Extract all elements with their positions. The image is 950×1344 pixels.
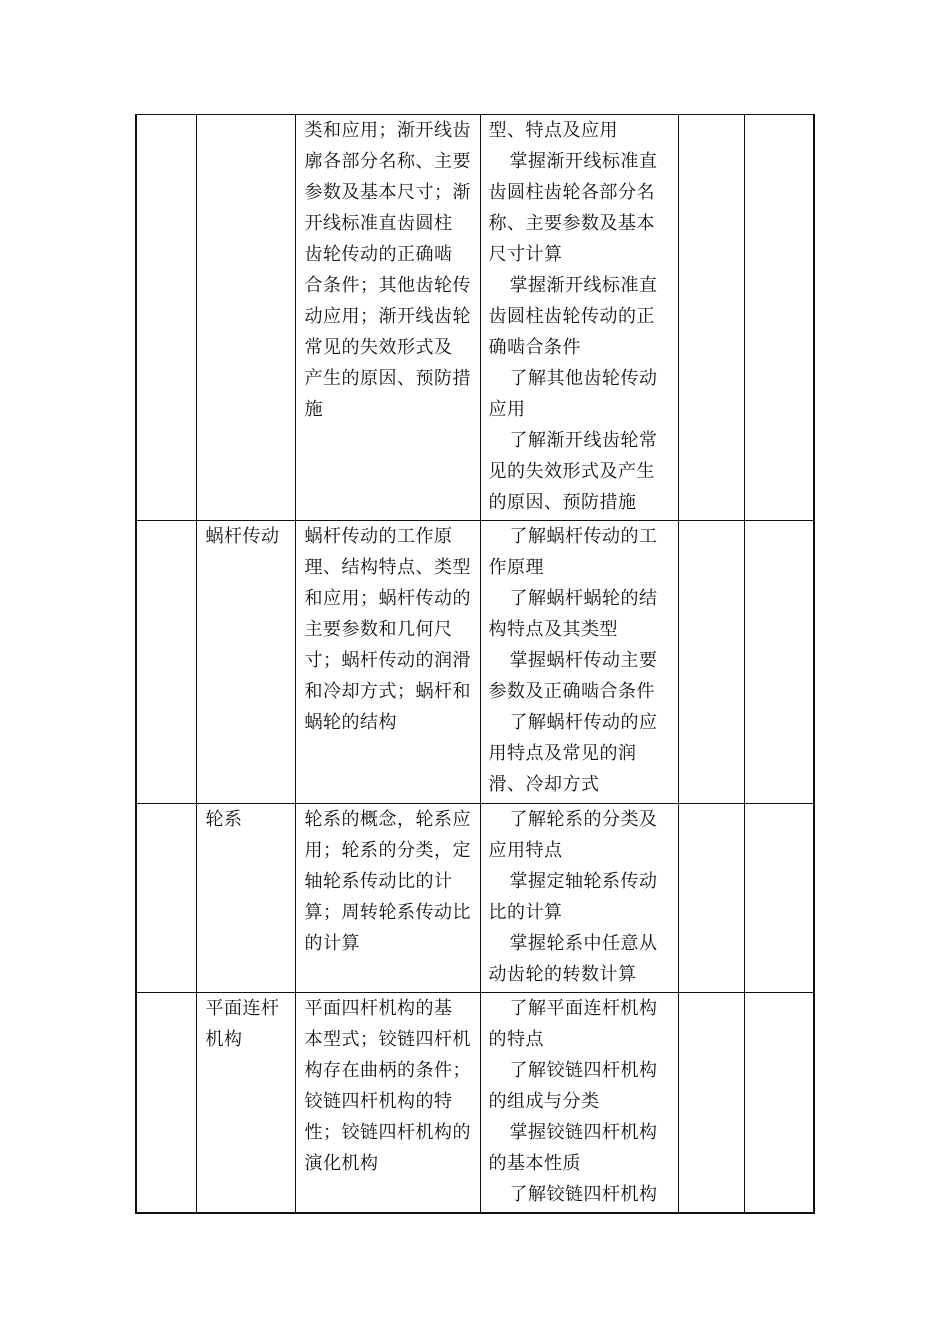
topic-cell <box>196 993 295 1214</box>
content-line: 主要参数和几何尺 <box>304 619 453 640</box>
hours-cell <box>678 804 744 993</box>
index-cell <box>136 993 196 1214</box>
topic-line: 轮系 <box>205 809 243 830</box>
hours-cell <box>678 993 744 1214</box>
content-line: 类和应用；渐开线齿 <box>304 120 471 141</box>
objective-line: 应用 <box>488 399 526 420</box>
content-line: 廓各部分名称、主要 <box>304 151 471 172</box>
objectives-cell <box>480 521 678 804</box>
objective-line: 了解蜗杆传动的应 <box>509 712 658 733</box>
objective-line: 见的失效形式及产生 <box>488 461 655 482</box>
objective-line: 的原因、预防措施 <box>488 492 637 513</box>
content-line: 产生的原因、预防措 <box>304 368 471 389</box>
objective-line: 构特点及其类型 <box>488 619 618 640</box>
content-line: 和冷却方式；蜗杆和 <box>304 681 471 702</box>
objective-line: 掌握定轴轮系传动 <box>509 871 658 892</box>
objective-line: 齿圆柱齿轮传动的正 <box>488 306 655 327</box>
content-line: 演化机构 <box>304 1153 379 1174</box>
objectives-cell <box>480 804 678 993</box>
objective-line: 了解平面连杆机构 <box>509 998 658 1019</box>
objectives-cell <box>480 993 678 1214</box>
index-cell <box>136 804 196 993</box>
content-line: 性；铰链四杆机构的 <box>304 1122 471 1143</box>
objective-line: 的组成与分类 <box>488 1091 600 1112</box>
content-line: 寸；蜗杆传动的润滑 <box>304 650 471 671</box>
content-cell <box>295 804 480 993</box>
objective-line: 了解铰链四杆机构 <box>509 1184 658 1205</box>
content-line: 合条件；其他齿轮传 <box>304 275 471 296</box>
hours-cell <box>678 115 744 521</box>
content-line: 轴轮系传动比的计 <box>304 871 453 892</box>
objective-line: 尺寸计算 <box>488 244 563 265</box>
content-line: 和应用；蜗杆传动的 <box>304 588 471 609</box>
objective-line: 了解蜗杆传动的工 <box>509 526 658 547</box>
topic-cell <box>196 804 295 993</box>
objective-line: 作原理 <box>488 557 544 578</box>
content-line: 动应用；渐开线齿轮 <box>304 306 471 327</box>
notes-cell <box>744 993 814 1214</box>
objective-line: 比的计算 <box>488 902 563 923</box>
objective-line: 滑、冷却方式 <box>488 774 600 795</box>
objective-line: 了解轮系的分类及 <box>509 809 658 830</box>
table-row <box>136 804 814 993</box>
content-cell <box>295 993 480 1214</box>
content-line: 齿轮传动的正确啮 <box>304 244 453 265</box>
objective-line: 的特点 <box>488 1029 544 1050</box>
content-line: 开线标准直齿圆柱 <box>304 213 453 234</box>
notes-cell <box>744 804 814 993</box>
objective-line: 掌握轮系中任意从 <box>509 933 658 954</box>
content-line: 轮系的概念，轮系应 <box>304 809 471 830</box>
content-line: 施 <box>304 399 323 420</box>
objective-line: 掌握蜗杆传动主要 <box>509 650 658 671</box>
objective-line: 的基本性质 <box>488 1153 581 1174</box>
objective-line: 确啮合条件 <box>488 337 581 358</box>
objective-line: 了解蜗杆蜗轮的结 <box>509 588 658 609</box>
objective-line: 掌握渐开线标准直 <box>509 151 658 172</box>
objective-line: 动齿轮的转数计算 <box>488 964 637 985</box>
objective-line: 齿圆柱齿轮各部分名 <box>488 182 655 203</box>
syllabus-table <box>135 114 815 1214</box>
content-line: 参数及基本尺寸；渐 <box>304 182 471 203</box>
content-line: 蜗轮的结构 <box>304 712 397 733</box>
table-row <box>136 993 814 1214</box>
notes-cell <box>744 521 814 804</box>
content-line: 平面四杆机构的基 <box>304 998 453 1019</box>
objective-line: 了解渐开线齿轮常 <box>509 430 658 451</box>
objectives-cell <box>480 115 678 521</box>
objective-line: 掌握渐开线标准直 <box>509 275 658 296</box>
table-row <box>136 115 814 521</box>
objective-line: 型、特点及应用 <box>488 120 618 141</box>
content-cell <box>295 521 480 804</box>
topic-line: 平面连杆 <box>205 998 280 1019</box>
hours-cell <box>678 521 744 804</box>
objective-line: 了解其他齿轮传动 <box>509 368 658 389</box>
topic-line: 蜗杆传动 <box>205 526 280 547</box>
objective-line: 参数及正确啮合条件 <box>488 681 655 702</box>
notes-cell <box>744 115 814 521</box>
index-cell <box>136 115 196 521</box>
content-line: 用；轮系的分类，定 <box>304 840 471 861</box>
objective-line: 了解铰链四杆机构 <box>509 1060 658 1081</box>
content-line: 构存在曲柄的条件； <box>304 1060 471 1081</box>
content-line: 常见的失效形式及 <box>304 337 453 358</box>
topic-cell <box>196 521 295 804</box>
content-cell <box>295 115 480 521</box>
content-line: 本型式；铰链四杆机 <box>304 1029 471 1050</box>
index-cell <box>136 521 196 804</box>
objective-line: 应用特点 <box>488 840 563 861</box>
objective-line: 称、主要参数及基本 <box>488 213 655 234</box>
content-line: 理、结构特点、类型 <box>304 557 471 578</box>
content-line: 铰链四杆机构的特 <box>304 1091 453 1112</box>
content-line: 算；周转轮系传动比 <box>304 902 471 923</box>
table-row <box>136 521 814 804</box>
objective-line: 掌握铰链四杆机构 <box>509 1122 658 1143</box>
topic-line: 机构 <box>205 1029 243 1050</box>
topic-cell <box>196 115 295 521</box>
content-line: 蜗杆传动的工作原 <box>304 526 453 547</box>
content-line: 的计算 <box>304 933 360 954</box>
objective-line: 用特点及常见的润 <box>488 743 637 764</box>
